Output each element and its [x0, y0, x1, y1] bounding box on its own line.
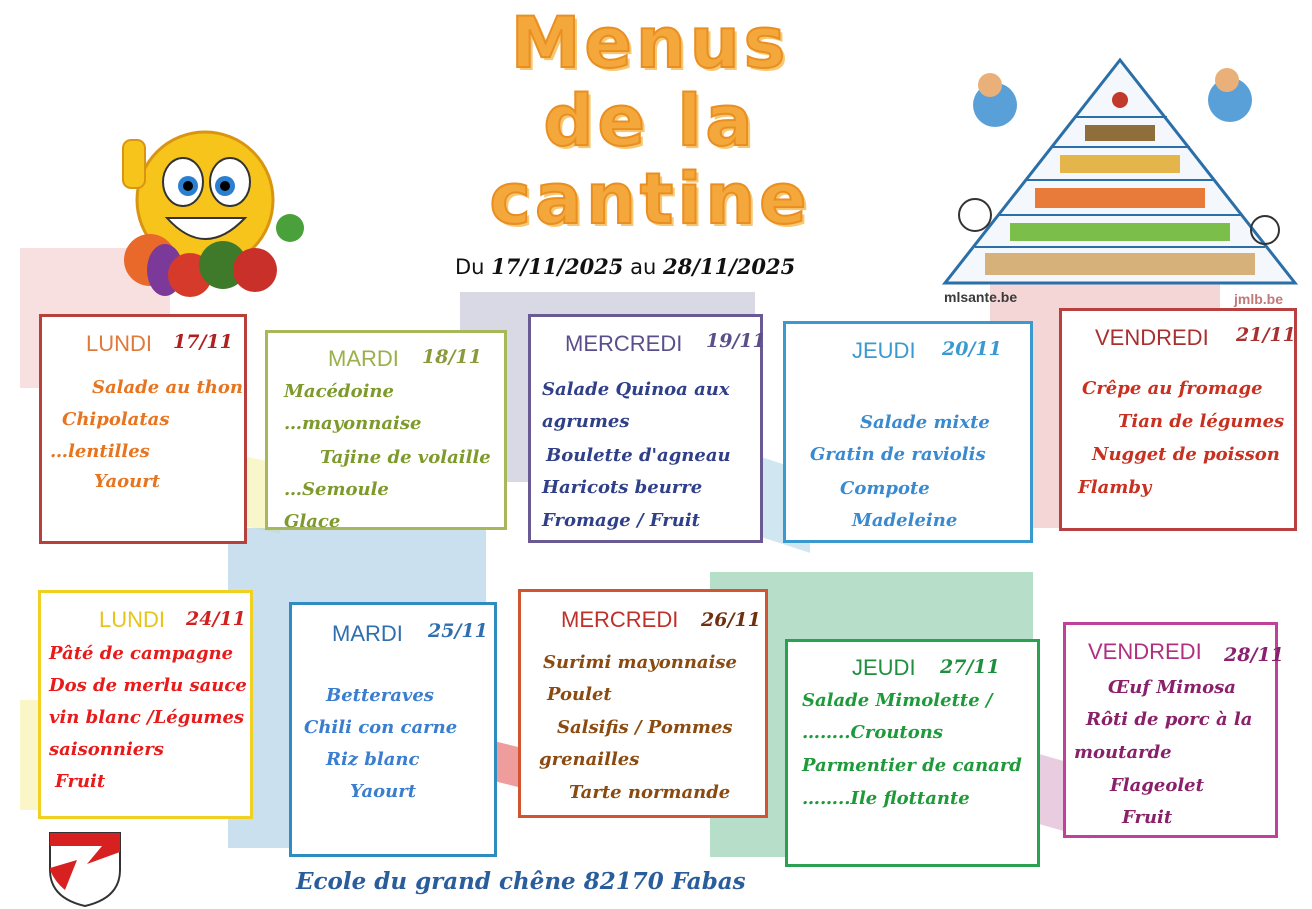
dish: Fruit	[1122, 807, 1173, 828]
dish: …lentilles	[50, 441, 150, 462]
dish: Parmentier de canard	[802, 755, 1022, 776]
day-name: VENDREDI	[1095, 325, 1209, 350]
dish: Yaourt	[350, 781, 417, 802]
dish: Tian de légumes	[1118, 411, 1285, 432]
day-name: MERCREDI	[565, 331, 683, 356]
day-date: 24/11	[186, 608, 246, 630]
dish: grenailles	[539, 749, 640, 770]
dish: Salade au thon	[92, 377, 243, 398]
dish: Flageolet	[1110, 775, 1204, 796]
day-name: JEUDI	[852, 338, 916, 363]
dish: agrumes	[542, 411, 630, 432]
day-date: 27/11	[940, 656, 1000, 678]
title-line-1: Menus	[510, 2, 790, 84]
dish: …Semoule	[284, 479, 389, 500]
dish: Gratin de raviolis	[810, 444, 986, 465]
day-date: 25/11	[428, 620, 488, 642]
dish: Chili con carne	[304, 717, 458, 738]
dish: Œuf Mimosa	[1108, 677, 1236, 698]
dish: Betteraves	[326, 685, 434, 706]
menu-card-mercredi-19	[528, 314, 766, 543]
period-middle: au	[630, 255, 657, 279]
dish: Tajine de volaille	[320, 447, 491, 468]
dish: Macédoine	[284, 381, 394, 402]
dish: ……..Ile flottante	[802, 788, 970, 809]
dish: Boulette d'agneau	[546, 445, 731, 466]
school-footer: Ecole du grand chêne 82170 Fabas	[296, 868, 746, 895]
dish: …mayonnaise	[284, 413, 422, 434]
dish: Salade mixte	[860, 412, 990, 433]
period	[455, 254, 795, 279]
dish: Yaourt	[94, 471, 161, 492]
day-name: MARDI	[328, 346, 399, 371]
day-date: 26/11	[701, 609, 761, 631]
menu-card-lundi-17	[39, 314, 247, 544]
period-start: 17/11/2025	[491, 254, 624, 279]
dish: Chipolatas	[62, 409, 170, 430]
dish: Poulet	[547, 684, 612, 705]
dish: ……..Croutons	[802, 722, 943, 743]
credit-left: mlsante.be	[944, 289, 1018, 305]
menu-card-mercredi-26	[518, 589, 768, 818]
day-name: LUNDI	[86, 331, 153, 356]
day-name: LUNDI	[99, 607, 166, 632]
title-line-2: de la	[543, 80, 757, 162]
period-prefix: Du	[455, 255, 485, 279]
coat-of-arms-logo	[47, 830, 123, 908]
dish: Haricots beurre	[542, 477, 703, 498]
dish: Madeleine	[852, 510, 958, 531]
dish: Rôti de porc à la	[1086, 709, 1253, 730]
day-name: MERCREDI	[561, 607, 679, 632]
day-date: 21/11	[1236, 324, 1296, 346]
dish: Salade Quinoa aux	[542, 379, 730, 400]
dish: vin blanc /Légumes	[49, 707, 245, 728]
title-line-3: cantine	[489, 158, 811, 240]
dish: Fruit	[55, 771, 106, 792]
menu-card-jeudi-27	[785, 639, 1040, 867]
menu-card-vendredi-21	[1059, 308, 1297, 531]
menu-card-lundi-24	[38, 590, 253, 819]
day-name: JEUDI	[852, 655, 916, 680]
day-date: 19/11	[706, 330, 766, 352]
dish: Salsifis / Pommes	[557, 717, 733, 738]
dish: Flamby	[1078, 477, 1152, 498]
day-name: VENDREDI	[1088, 639, 1202, 664]
dish: saisonniers	[49, 739, 164, 760]
dish: moutarde	[1074, 742, 1172, 763]
credit-right: jmlb.be	[1234, 291, 1284, 307]
smiley-vegetables-illustration	[105, 110, 320, 300]
dish: Compote	[840, 478, 930, 499]
dish: Riz blanc	[326, 749, 420, 770]
dish: Tarte normande	[569, 782, 731, 803]
day-date: 28/11	[1224, 644, 1284, 666]
menu-card-mardi-25	[289, 602, 497, 857]
day-date: 17/11	[173, 331, 233, 353]
dish: Pâté de campagne	[49, 643, 234, 664]
dish: Fromage / Fruit	[542, 510, 700, 531]
day-date: 20/11	[942, 338, 1002, 360]
menu-card-vendredi-28	[1063, 622, 1284, 838]
period-end: 28/11/2025	[662, 254, 796, 279]
dish: Glace	[284, 511, 341, 532]
menu-card-jeudi-20	[783, 321, 1033, 543]
dish: Nugget de poisson	[1092, 444, 1280, 465]
dish: Surimi mayonnaise	[543, 652, 737, 673]
food-pyramid-illustration	[935, 55, 1310, 290]
day-name: MARDI	[332, 621, 403, 646]
dish: Salade Mimolette /	[802, 690, 993, 711]
menu-card-mardi-18	[265, 330, 507, 530]
dish: Crêpe au fromage	[1082, 378, 1263, 399]
day-date: 18/11	[422, 346, 482, 368]
dish: Dos de merlu sauce	[49, 675, 247, 696]
